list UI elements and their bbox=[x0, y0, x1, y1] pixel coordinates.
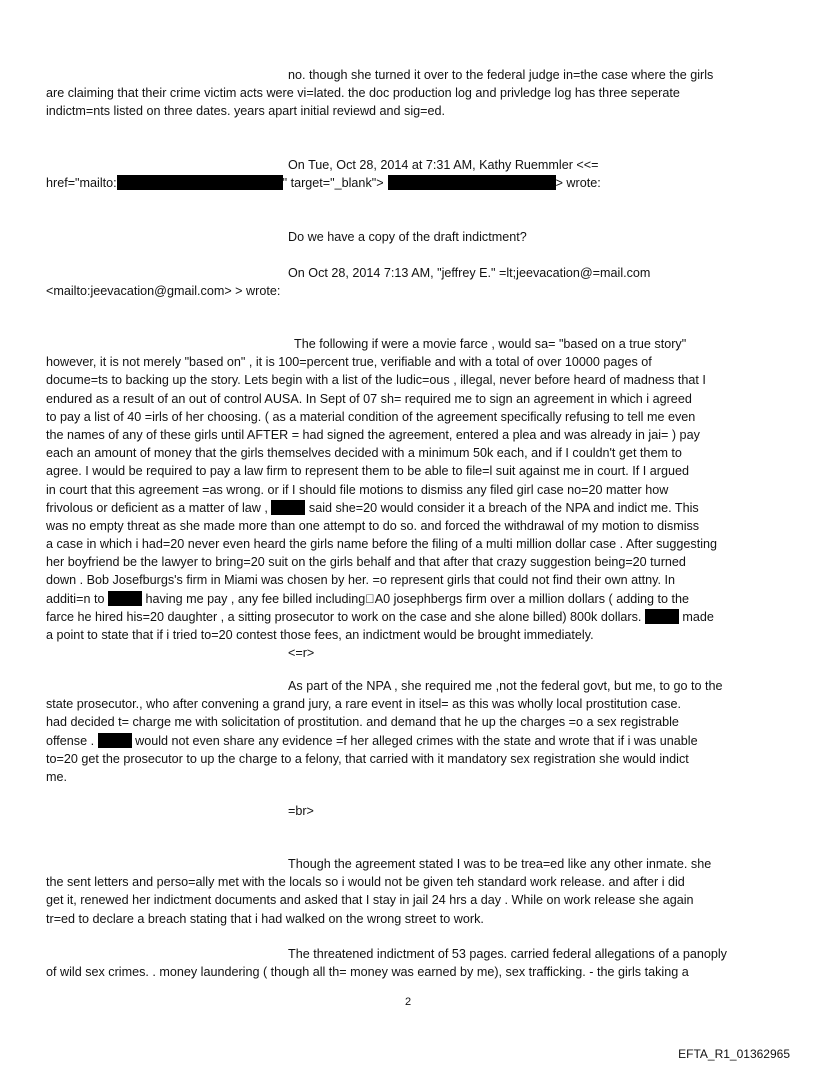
text-line: the sent letters and perso=ally met with the locals so i would not be given teh standard work release. and after i did bbox=[46, 875, 685, 890]
text-line: the names of any of these girls until AFTER = had signed the agreement, entered a plea and was already in jai= ) pay bbox=[46, 427, 700, 442]
text-line bbox=[46, 174, 770, 192]
text-span: said she=20 would consider it a breach of the NPA and indict me. This bbox=[308, 500, 699, 515]
text-line bbox=[46, 608, 770, 626]
text-line: no. though she turned it over to the federal judge in=the case where the girls bbox=[288, 68, 714, 82]
text-line: each an amount of money that the girls themselves decided with a minimum 50k each, and if I couldn't get them to bbox=[46, 446, 682, 461]
text-line: indictm=nts listed on three dates. years apart initial reviewd and sig=ed. bbox=[46, 104, 446, 119]
redaction-box bbox=[388, 175, 556, 190]
text-line: endured as a result of an out of control AUSA. In Sept of 07 sh= required me to sign an agreement in which i agreed bbox=[46, 391, 692, 406]
text-line: down . Bob Josefburgs's firm in Miami was chosen by her. =o represent girls that could not find their own attny. In bbox=[46, 573, 676, 588]
text-line bbox=[46, 732, 770, 750]
text-span: having me pay , any fee billed including A0 josephbergs firm over a million dollars ( adding to the bbox=[145, 591, 690, 606]
text-line: <mailto:jeevacation@gmail.com> > wrote: bbox=[46, 284, 281, 299]
text-line: get it, renewed her indictment documents and asked that I stay in jail 24 hrs a day . While on work release she again bbox=[46, 893, 694, 908]
text-line: her boyfriend be the lawyer to bring=20 suit on the girls behalf and that after that crazy suggestion being=20 turned bbox=[46, 555, 686, 570]
redaction-box bbox=[117, 175, 283, 190]
reply-header-2 bbox=[46, 264, 770, 300]
text-line: As part of the NPA , she required me ,not the federal govt, but me, to go to the bbox=[288, 679, 723, 693]
br-marker bbox=[46, 802, 770, 820]
text-line: Do we have a copy of the draft indictment? bbox=[288, 230, 527, 244]
target-text: " target="_blank"> bbox=[282, 176, 384, 191]
text-line: The threatened indictment of 53 pages. carried federal allegations of a panoply bbox=[288, 947, 727, 961]
document-id: EFTA_R1_01362965 bbox=[678, 1047, 790, 1061]
text-span: would not even share any evidence =f her alleged crimes with the state and wrote that if i was unable bbox=[135, 733, 698, 748]
redaction-box bbox=[271, 500, 305, 515]
page-number: 2 bbox=[404, 996, 412, 1008]
text-line: =br> bbox=[288, 804, 314, 818]
paragraph-3 bbox=[46, 855, 770, 928]
text-line: was no empty threat as she made more than one attempt to do so. and forced the withdrawal of my motion to dismiss bbox=[46, 518, 700, 533]
text-line: The following if were a movie farce , would sa= "based on a true story" bbox=[294, 337, 687, 351]
text-line: On Oct 28, 2014 7:13 AM, "jeffrey E." =lt;jeevacation@=mail.com bbox=[288, 266, 651, 280]
text-line: a case in which i had=20 never even heard the girls name before the filing of a multi million dollar case . After suggesting bbox=[46, 537, 717, 552]
text-line: to=20 get the prosecutor to up the charge to a felony, that carried with it mandatory sex registration she would indict bbox=[46, 751, 689, 766]
text-line: Though the agreement stated I was to be trea=ed like any other inmate. she bbox=[288, 857, 712, 871]
text-line: <=r> bbox=[288, 646, 315, 661]
text-line: tr=ed to declare a breach stating that i had walked on the wrong street to work. bbox=[46, 911, 484, 926]
paragraph-2 bbox=[46, 677, 770, 786]
text-line bbox=[46, 499, 770, 517]
paragraph-4 bbox=[46, 945, 770, 981]
text-line: in court that this agreement =as wrong. or if I should file motions to dismiss any filed girl case no=20 matter how bbox=[46, 482, 669, 497]
text-line bbox=[46, 590, 770, 608]
text-span: offense . bbox=[46, 733, 95, 748]
wrote-text: > wrote: bbox=[555, 176, 601, 191]
text-line: docume=ts to backing up the story. Lets begin with a list of the ludic=ous , illegal, never before heard of madness that I bbox=[46, 373, 706, 388]
text-line: On Tue, Oct 28, 2014 at 7:31 AM, Kathy Ruemmler <<= bbox=[288, 158, 599, 172]
text-line: a point to state that if i tried to=20 contest those fees, an indictment would be brought immediately. bbox=[46, 628, 594, 642]
text-line: of wild sex crimes. . money laundering ( though all th= money was earned by me), sex trafficking. - the girls taking a bbox=[46, 965, 689, 980]
href-text: href="mailto: bbox=[46, 176, 117, 191]
paragraph-1 bbox=[46, 335, 770, 662]
text-line: are claiming that their crime victim acts were vi=lated. the doc production log and privledge log has three seperate bbox=[46, 86, 680, 101]
text-span: additi=n to bbox=[46, 591, 105, 606]
text-line: me. bbox=[46, 769, 67, 784]
text-span: frivolous or deficient as a matter of law , bbox=[46, 500, 268, 515]
text-line: state prosecutor., who after convening a grand jury, a rare event in itsel= as this was wholly local prostitution case. bbox=[46, 697, 682, 712]
text-line: however, it is not merely "based on" , it is 100=percent true, verifiable and with a total of over 10000 pages of bbox=[46, 355, 652, 370]
redaction-box bbox=[98, 733, 132, 748]
redaction-box bbox=[645, 609, 679, 624]
text-line: agree. I would be required to pay a law firm to represent them to be able to file=l suit against me in court. If I argued bbox=[46, 464, 689, 479]
intro-paragraph bbox=[46, 66, 770, 121]
redaction-box bbox=[108, 591, 142, 606]
text-span: made bbox=[682, 609, 714, 624]
text-line: to pay a list of 40 =irls of her choosing. ( as a material condition of the agreement specifically refusing to tell me even bbox=[46, 409, 696, 424]
text-line: had decided t= charge me with solicitation of prostitution. and demand that he up the charges =o a sex registrable bbox=[46, 715, 679, 730]
reply-header-1 bbox=[46, 156, 770, 192]
question-line bbox=[46, 228, 770, 246]
text-span: farce he hired his=20 daughter , a sitting prosecutor to work on the case and she alone billed) 800k dollars. bbox=[46, 609, 642, 624]
